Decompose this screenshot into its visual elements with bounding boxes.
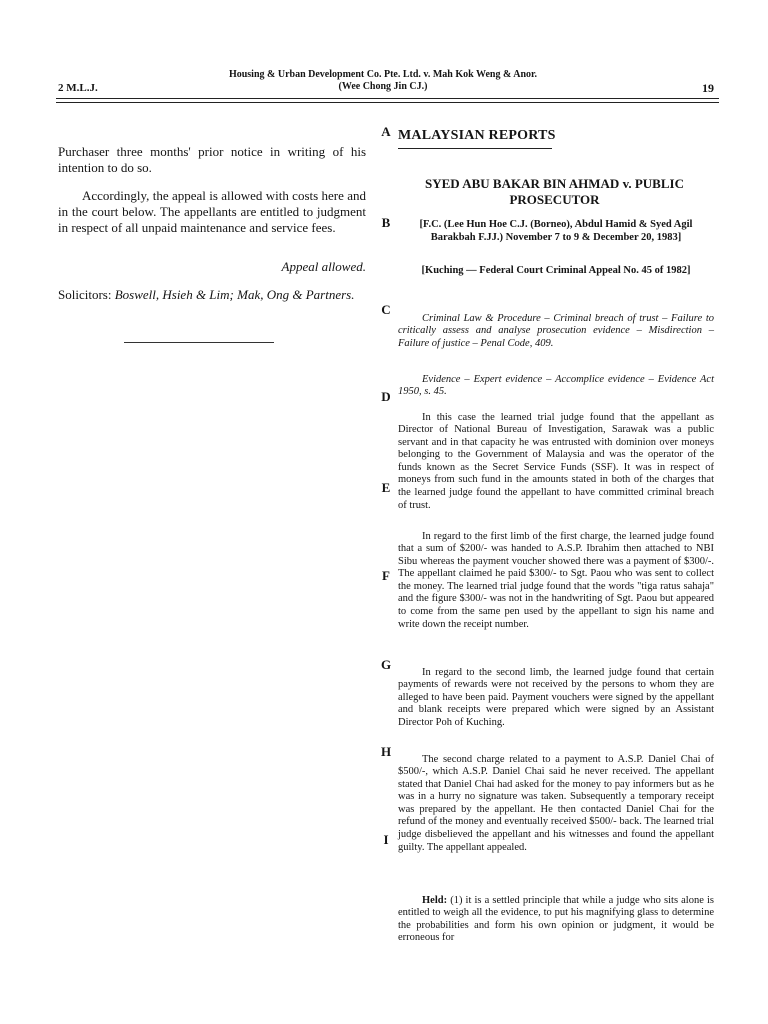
margin-letter-h: H (380, 744, 392, 759)
end-of-case-rule (124, 342, 274, 343)
headnote-paragraph-1: In this case the learned trial judge found that the appellant as Director of National Bureau of Investigation, Sarawak was a public servant and in that capacity he was entrusted with dominion over moneys belonging to the Government of Malaysia and was the operator of the funds known as the Secret Service Funds (SSF). It was in respect of moneys from such fund in the amounts stated in both of the charges that the learned judge found the appellant to have committed criminal breach of trust. (398, 411, 714, 511)
margin-letter-c: C (381, 302, 391, 317)
section-title-underline (398, 148, 552, 149)
solicitors (58, 287, 366, 303)
appeal-allowed: Appeal allowed. (281, 259, 366, 274)
coram: [F.C. (Lee Hun Hoe C.J. (Borneo), Abdul Hamid & Syed Agil Barakbah F.JJ.) November 7 to 9 & December 20, 1983] (419, 219, 693, 243)
solicitors-names: Boswell, Hsieh & Lim; Mak, Ong & Partners. (114, 287, 355, 302)
left-paragraph-2: Accordingly, the appeal is allowed with costs here and in the court below. The appellants are entitled to judgment in respect of all unpaid maintenance and service fees. (58, 188, 366, 235)
margin-letter-a: A (381, 124, 391, 139)
left-paragraph-1: Purchaser three months' prior notice in writing of his intention to do so. (58, 144, 366, 175)
running-head-case-title: Housing & Urban Development Co. Pte. Ltd. v. Mah Kok Weng & Anor. (228, 69, 538, 80)
held-text: (1) it is a settled principle that while a judge who sits alone is entitled to weigh all the evidence, to put his magnifying glass to determine the probabilities and form his own opinion or judgment, it would be erroneous for (398, 894, 714, 944)
solicitors-label: Solicitors: (58, 287, 115, 302)
held-paragraph (398, 895, 714, 945)
held-label: Held: (422, 894, 448, 906)
header-rule-thin (56, 102, 719, 103)
page-number: 19 (702, 81, 714, 95)
headnote-paragraph-2: In regard to the first limb of the first charge, the learned judge found that a sum of $200/- was handed to A.S.P. Ibrahim then attached to NBI Sibu whereas the payment voucher showed there was a payment of $300/-. The appellant claimed he paid $300/- to Sgt. Paou who was sent to collect the money. The learned trial judge found that the words "tiga ratus sahaja" and the figure $300/- was not in the handwriting of Sgt. Paou but appeared to come from the same pen used by the appellant to sign his name and write down the receipt number. (398, 530, 714, 630)
running-head-case (200, 69, 566, 93)
running-head-judge: (Wee Chong Jin CJ.) (338, 81, 428, 92)
catchwords-criminal-law: Criminal Law & Procedure – Criminal breach of trust – Failure to critically assess and analyse prosecution evidence – Misdirection – Failure of justice – Penal Code, 409. (398, 312, 714, 349)
header-rule-thick (56, 98, 719, 99)
margin-letter-i: I (383, 832, 389, 847)
case-title: SYED ABU BAKAR BIN AHMAD v. PUBLIC PROSECUTOR (425, 176, 684, 207)
headnote-paragraph-4: The second charge related to a payment to A.S.P. Daniel Chai of $500/-, which A.S.P. Daniel Chai said he never received. The appellant stated that Daniel Chai had asked for the money to pay informers but as he was in a hurry no signature was taken. Subsequently a temporary receipt was prepared by the appellant. He then contacted Daniel Chai for the refund of the money and eventually received $500/- back. The learned trial judge disbelieved the appellant and his witnesses and found the appellant guilty. The appellant appealed. (398, 753, 714, 853)
section-title: MALAYSIAN REPORTS (398, 128, 556, 143)
margin-letter-d: D (381, 389, 391, 404)
headnote-paragraph-3: In regard to the second limb, the learned judge found that certain payments of rewards were not received by the persons to whom they are alleged to have been paid. Payment vouchers were signed by the appellant and blank receipts were prepared which were signed by an Assistant Director Poh of Kuching. (398, 666, 714, 728)
margin-letter-e: E (381, 480, 391, 495)
catchwords-evidence: Evidence – Expert evidence – Accomplice evidence – Evidence Act 1950, s. 45. (398, 373, 714, 398)
margin-letter-g: G (380, 657, 392, 672)
margin-letter-f: F (382, 568, 390, 583)
appeal-number: [Kuching — Federal Court Criminal Appeal No. 45 of 1982] (421, 265, 691, 276)
margin-letter-b: B (381, 215, 391, 230)
running-head-volume: 2 M.L.J. (58, 82, 98, 94)
